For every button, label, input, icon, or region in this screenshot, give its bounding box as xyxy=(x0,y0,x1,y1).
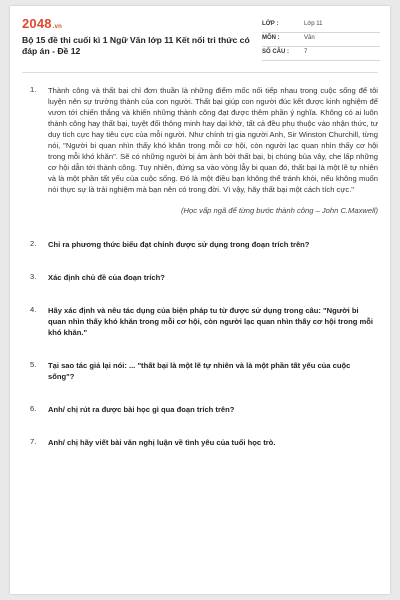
logo-suffix: .vn xyxy=(52,24,63,30)
passage-source: (Học vấp ngã để từng bước thành công – John C.Maxwell) xyxy=(181,206,378,215)
question-number: 5. xyxy=(30,360,37,369)
question-number: 1. xyxy=(30,85,37,94)
question-item xyxy=(22,360,378,382)
question-text: Chỉ ra phương thức biểu đạt chính được sử dụng trong đoạn trích trên? xyxy=(48,240,310,249)
meta-value: 7 xyxy=(304,49,308,55)
meta-label: MÔN : xyxy=(262,35,280,41)
reading-passage: Thành công và thất bại chỉ đơn thuần là những điểm mốc nối tiếp nhau trong cuộc sống để tôi luyện nên sự trưởng thành của con người. Thất bại giúp con người đúc kết được kinh nghiệm để vươn tới chiến thắng và khiến những thành công đạt được thêm phần ý nghĩa. Không có ai luôn thành công hay thất bại, tuyệt đối thông minh hay dại khờ, tất cả đều phụ thuộc vào nhận thức, tư duy tích cực hay tiêu cực của mỗi người. Như chính trị gia người Anh, Sir Winston Churchill, từng nói, "Người bi quan nhìn thấy khó khăn trong mỗi cơ hội, còn người lạc quan nhìn thấy cơ hội trong mỗi khó khăn". Sẽ có những người bị ám ảnh bởi thất bại, bị chúng bủa vây, che lấp những cơ hội dẫn tới thành công. Tuy nhiên, đứng sa vào vòng lẫy bi quan đó, thất bại là một lẽ tự nhiên và là một phần tất yếu của cuộc sống. Đó là một điều bạn không thể tránh khỏi, nếu không muốn nói thực sự là trải nghiệm mà bạn nên có trong đời. Vì vậy, hãy thất bại một cách tích cực." xyxy=(48,86,378,194)
question-item xyxy=(22,85,378,215)
document-meta xyxy=(262,19,380,61)
question-item xyxy=(22,404,378,415)
question-text: Anh/ chị hãy viết bài văn nghị luận về tình yêu của tuổi học trò. xyxy=(48,438,276,447)
question-text: Hãy xác định và nêu tác dụng của biện pháp tu từ được sử dụng trong câu: "Người bi quan nhìn thấy khó khăn trong mỗi cơ hội, còn người lạc quan nhìn thấy cơ hội trong mỗi khó khăn." xyxy=(48,306,374,337)
question-text: Anh/ chị rút ra được bài học gì qua đoạn trích trên? xyxy=(48,405,235,414)
question-list xyxy=(22,85,378,470)
question-number: 7. xyxy=(30,437,37,446)
question-item xyxy=(22,272,378,283)
meta-row-question-count xyxy=(262,47,380,61)
question-item xyxy=(22,305,378,338)
question-item xyxy=(22,437,378,448)
document-page xyxy=(10,6,390,594)
document-header xyxy=(22,16,380,68)
question-item xyxy=(22,239,378,250)
question-number: 4. xyxy=(30,305,37,314)
meta-row-subject xyxy=(262,33,380,47)
question-number: 2. xyxy=(30,239,37,248)
question-text: Xác định chủ đề của đoạn trích? xyxy=(48,273,165,282)
document-title: Bộ 15 đề thi cuối kì 1 Ngữ Văn lớp 11 Kết nối tri thức có đáp án - Đề 12 xyxy=(22,35,250,56)
meta-value: Lớp 11 xyxy=(304,21,323,27)
question-text: Tại sao tác giả lại nói: ... "thất bại là một lẽ tự nhiên và là một phần tất yếu của cuộc sống"? xyxy=(48,361,351,381)
question-number: 6. xyxy=(30,404,37,413)
meta-label: LỚP : xyxy=(262,21,279,27)
site-logo[interactable]: 2048.vn xyxy=(22,16,63,31)
header-divider xyxy=(22,72,378,73)
question-number: 3. xyxy=(30,272,37,281)
meta-value: Văn xyxy=(304,35,315,41)
meta-row-class xyxy=(262,19,380,33)
meta-label: SỐ CÂU : xyxy=(262,49,289,55)
